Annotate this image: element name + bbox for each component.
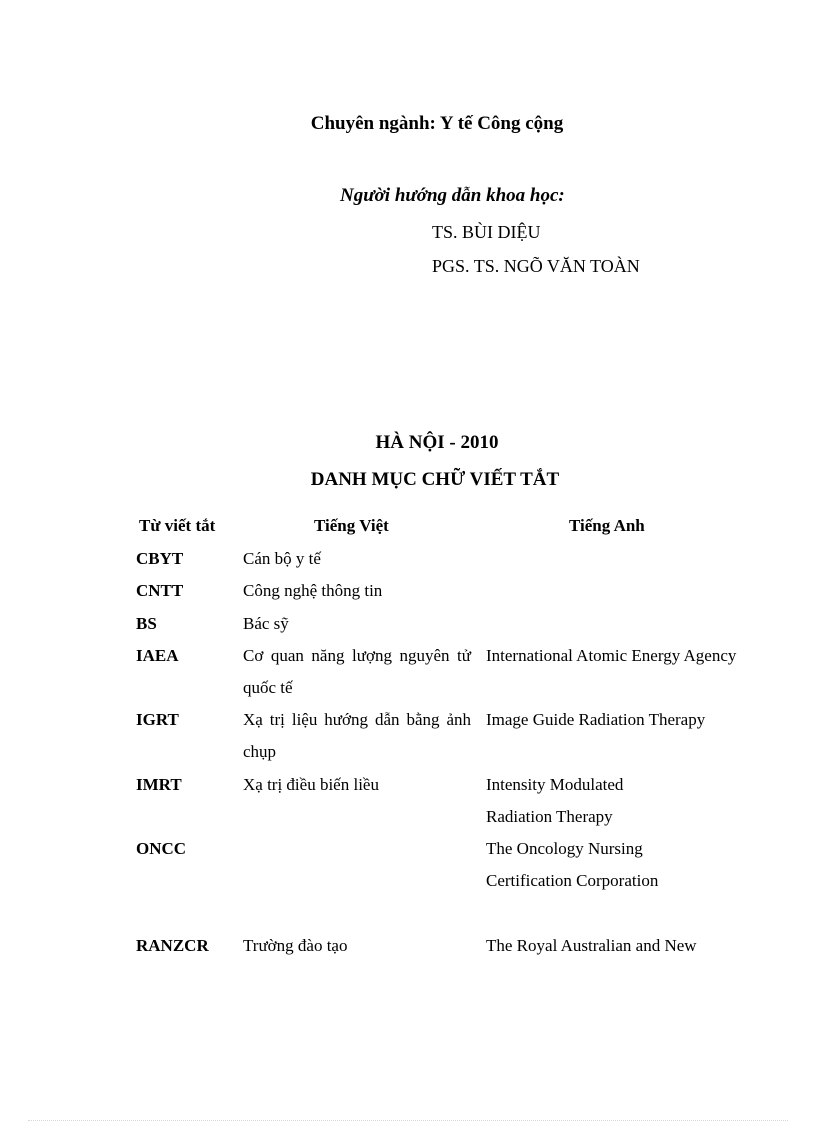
table-row-abbreviation: ONCC xyxy=(136,839,187,858)
advisor-name-2: PGS. TS. NGÕ VĂN TOÀN xyxy=(432,256,640,276)
table-row-vietnamese: Trường đào tạo xyxy=(243,936,348,955)
table-row-english: Intensity Modulated Radiation Therapy xyxy=(486,775,624,826)
table-row-abbreviation: CNTT xyxy=(136,581,184,600)
place-year: HÀ NỘI - 2010 xyxy=(375,432,499,453)
table-row-english: Image Guide Radiation Therapy xyxy=(486,710,706,729)
column-header-abbreviation: Từ viết tắt xyxy=(139,516,216,535)
table-row-vietnamese: Xạ trị liệu hướng dẫn bằng ảnh chụp xyxy=(243,710,471,761)
page-bottom-divider xyxy=(28,1120,788,1121)
table-row-abbreviation: BS xyxy=(136,614,157,633)
table-row-english: International Atomic Energy Agency xyxy=(486,646,737,665)
major-line: Chuyên ngành: Y tế Công cộng xyxy=(310,113,564,134)
table-row-vietnamese: Bác sỹ xyxy=(243,614,289,633)
abbreviation-list-title: DANH MỤC CHỮ VIẾT TẮT xyxy=(310,469,560,490)
table-row-vietnamese: Xạ trị điều biến liều xyxy=(243,775,379,794)
table-row-vietnamese: Cơ quan năng lượng nguyên tử quốc tế xyxy=(243,646,471,697)
table-row-english: The Royal Australian and New xyxy=(486,936,697,955)
table-row-abbreviation: IAEA xyxy=(136,646,179,665)
column-header-vietnamese: Tiếng Việt xyxy=(314,516,389,535)
table-row-vietnamese: Cán bộ y tế xyxy=(243,549,321,568)
advisor-name-1: TS. BÙI DIỆU xyxy=(432,222,541,242)
table-row-english: The Oncology Nursing Certification Corporation xyxy=(486,839,659,890)
table-row-abbreviation: CBYT xyxy=(136,549,184,568)
column-header-english: Tiếng Anh xyxy=(569,516,645,535)
table-row-abbreviation: RANZCR xyxy=(136,936,209,955)
table-row-abbreviation: IGRT xyxy=(136,710,179,729)
table-row-vietnamese: Công nghệ thông tin xyxy=(243,581,383,600)
advisor-label: Người hướng dẫn khoa học: xyxy=(340,185,565,206)
table-row-abbreviation: IMRT xyxy=(136,775,182,794)
